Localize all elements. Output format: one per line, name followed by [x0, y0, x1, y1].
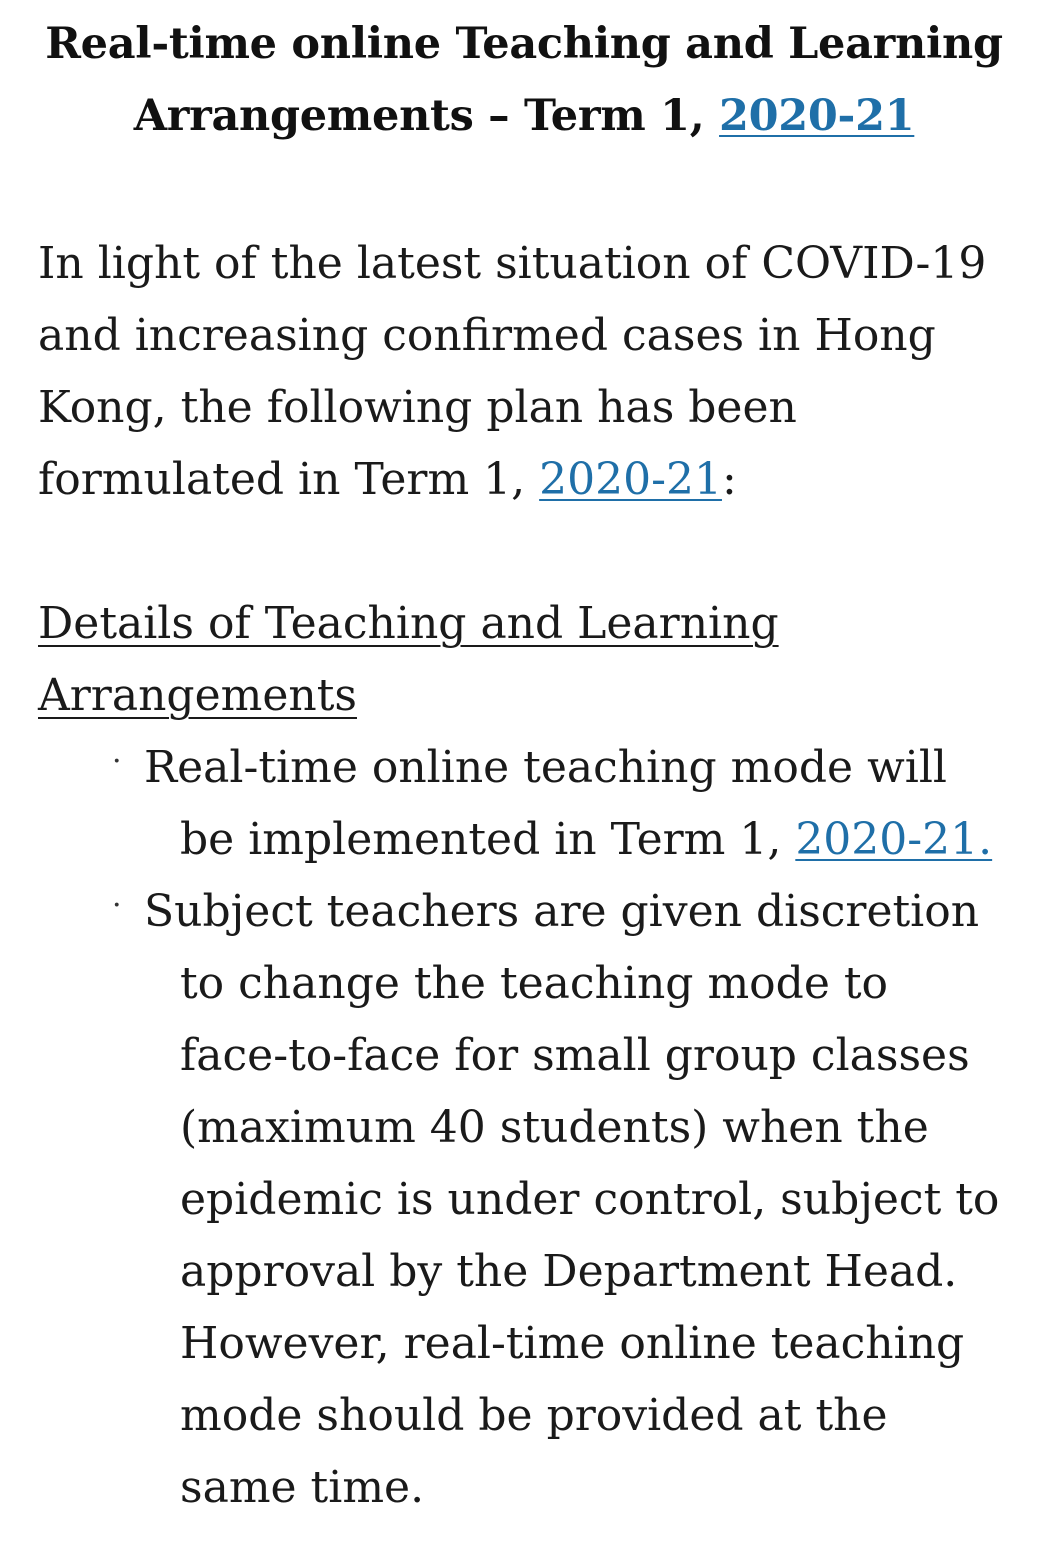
title-line-1: Real-time online Teaching and Learning — [45, 19, 1003, 69]
intro-suffix: : — [721, 454, 737, 505]
intro-paragraph — [38, 228, 1010, 516]
list-item-text: Real-time online teaching mode will be implemented in Term 1, — [144, 742, 947, 865]
title-year-link[interactable]: 2020-21 — [719, 91, 915, 141]
bullet-year-link[interactable]: 2020-21. — [795, 814, 993, 865]
intro-year-link[interactable]: 2020-21 — [539, 454, 722, 505]
intro-text: In light of the latest situation of COVID-19 and increasing confirmed cases in Hong Kong, the following plan has been formulated in Term 1, — [38, 238, 987, 505]
list-item — [38, 876, 1010, 1524]
section-heading-text: Details of Teaching and Learning Arrangements — [38, 598, 779, 721]
bullet-marker-icon: · — [112, 888, 122, 923]
arrangements-list — [38, 732, 1010, 1524]
page-title — [38, 8, 1010, 152]
title-line-2-prefix: Arrangements – Term 1, — [133, 91, 720, 141]
list-item-text: Subject teachers are given discretion to change the teaching mode to face-to-face for small group classes (maximum 40 students) when the epidemic is under control, subject to approval by the Department Head. However, real-time online teaching mode should be provided at the same time. — [144, 886, 1000, 1513]
section-heading — [38, 588, 1010, 732]
list-item — [38, 732, 1010, 876]
bullet-marker-icon: · — [112, 744, 122, 779]
